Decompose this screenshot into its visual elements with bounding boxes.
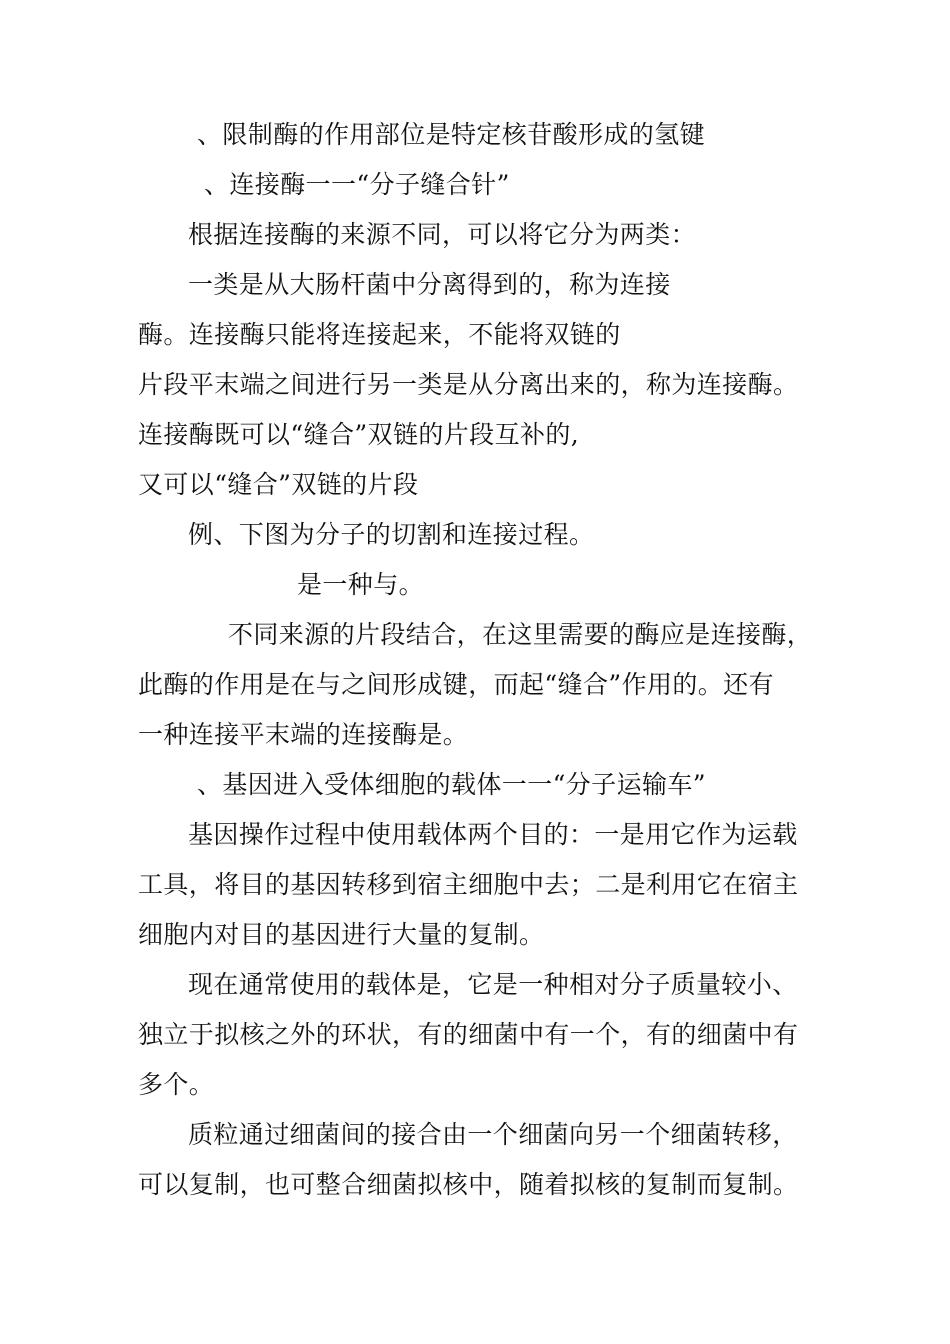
text-line: 片段平末端之间进行另一类是从分离出来的，称为连接酶。 (138, 370, 799, 399)
text-line: 可以复制，也可整合细菌拟核中，随着拟核的复制而复制。 (138, 1170, 799, 1199)
text-line: 工具，将目的基因转移到宿主细胞中去；二是利用它在宿主 (138, 870, 799, 899)
text-line: 多个。 (138, 1070, 215, 1099)
text-line: 根据连接酶的来源不同，可以将它分为两类： (188, 220, 697, 249)
text-line: 一类是从大肠杆菌中分离得到的，称为连接 (188, 270, 671, 299)
text-line: 连接酶既可以“缝合”双链的片段互补的, (138, 420, 580, 449)
text-line: 质粒通过细菌间的接合由一个细菌向另一个细菌转移， (188, 1120, 798, 1149)
text-line: 现在通常使用的载体是，它是一种相对分子质量较小、 (188, 970, 798, 999)
text-line: 不同来源的片段结合，在这里需要的酶应是连接酶， (228, 620, 813, 649)
text-line: 此酶的作用是在与之间形成键，而起“缝合”作用的。还有 (138, 670, 774, 699)
text-line: 、基因进入受体细胞的载体一一“分子运输车” (197, 770, 706, 799)
text-line: 基因操作过程中使用载体两个目的：一是用它作为运载 (188, 820, 798, 849)
text-line: 细胞内对目的基因进行大量的复制。 (138, 920, 545, 949)
text-line: 独立于拟核之外的环状，有的细菌中有一个，有的细菌中有 (138, 1020, 799, 1049)
text-line: 例、下图为分子的切割和连接过程。 (188, 520, 595, 549)
text-line: 、限制酶的作用部位是特定核苷酸形成的氢键 (197, 120, 706, 149)
text-line: 一种连接平末端的连接酶是。 (138, 720, 469, 749)
text-line: 、连接酶一一“分子缝合针” (204, 170, 510, 199)
text-line: 酶。连接酶只能将连接起来，不能将双链的 (138, 320, 621, 349)
text-line: 又可以“缝合”双链的片段 (138, 470, 419, 499)
text-line: 是一种与。 (297, 570, 425, 599)
